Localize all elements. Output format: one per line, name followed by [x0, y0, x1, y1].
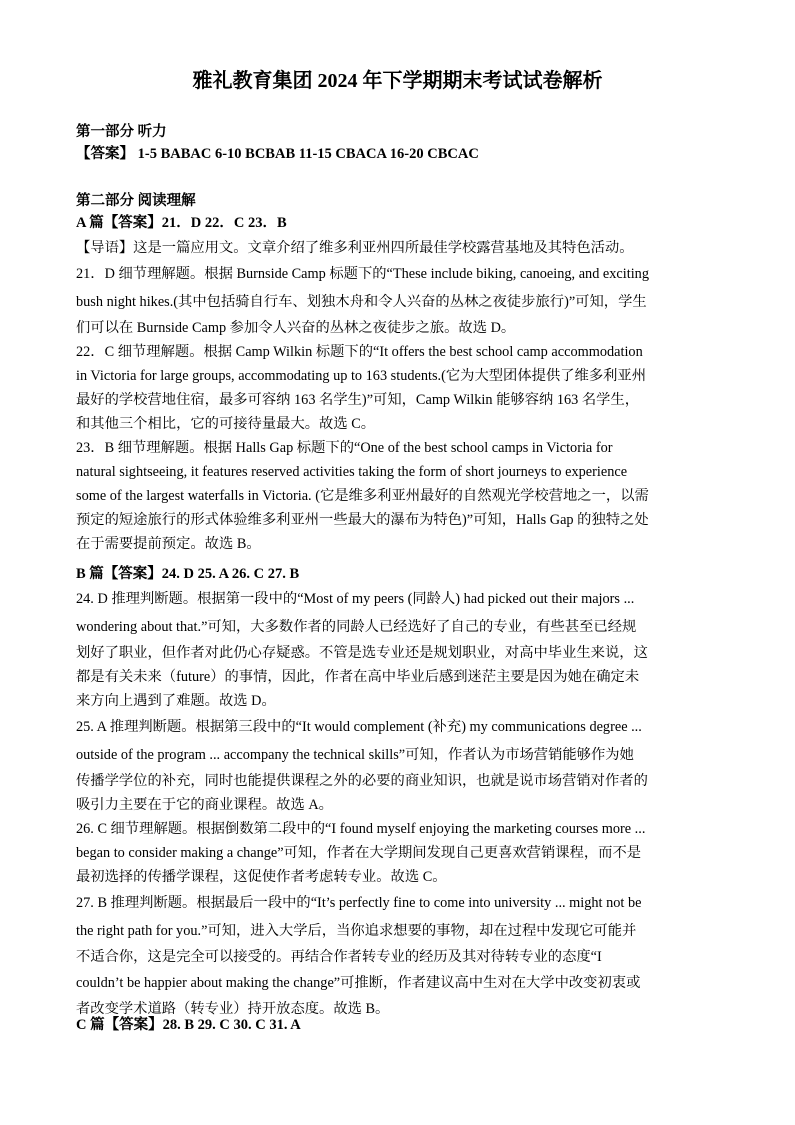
text-line: wondering about that.”可知，大多数作者的同龄人已经选好了自己的专业，有些甚至已经规 — [76, 619, 637, 635]
text-line: 者改变学术道路（转专业）持开放态度。故选 B。 — [76, 1001, 390, 1017]
section-b — [76, 563, 726, 585]
text-line: 们可以在 Burnside Camp 参加令人兴奋的丛林之夜徒步之旅。故选 D。 — [76, 320, 516, 336]
text-line: 预定的短途旅行的形式体验维多利亚州一些最大的瀑布为特色)”可知，Halls Gap 的独特之处 — [76, 512, 649, 528]
text-line: 25. A 推理判断题。根据第三段中的“It would complement (补充) my communications degree ... — [76, 719, 642, 735]
text-line: 传播学学位的补充，同时也能提供课程之外的必要的商业知识，也就是说市场营销对作者的 — [76, 773, 648, 789]
text-line: 来方向上遇到了难题。故选 D。 — [76, 693, 276, 709]
text-line: 和其他三个相比，它的可接待量最大。故选 C。 — [76, 416, 376, 432]
text-line: 划好了职业，但作者对此仍心存疑惑。不管是选专业还是规划职业，对高中毕业生来说，这 — [76, 645, 648, 661]
section-a-answer: A 篇【答案】21．D 22．C 23．B — [76, 215, 287, 231]
part1-heading: 第一部分 听力 — [76, 124, 167, 140]
text-line: 在于需要提前预定。故选 B。 — [76, 536, 261, 552]
text-line: 最好的学校营地住宿，最多可容纳 163 名学生)”可知，Camp Wilkin 能够容纳 163 名学生， — [76, 392, 640, 408]
part2-heading: 第二部分 阅读理解 — [76, 193, 196, 209]
text-line: 【导语】这是一篇应用文。文章介绍了维多利亚州四所最佳学校露营基地及其特色活动。 — [76, 240, 634, 256]
text-line: 不适合你，这是完全可以接受的。再结合作者转专业的经历及其对待转专业的态度“I — [76, 949, 602, 965]
text-line: 27. B 推理判断题。根据最后一段中的“It’s perfectly fine to come into university ... might not be — [76, 895, 642, 911]
section-a-explanation — [76, 236, 726, 556]
text-line: natural sightseeing, it features reserved activities taking the form of short journeys to experience — [76, 464, 628, 480]
page-title: 雅礼教育集团 2024 年下学期期末考试试卷解析 — [192, 70, 603, 92]
text-line: bush night hikes.(其中包括骑自行车、划独木舟和令人兴奋的丛林之夜徒步旅行)”可知，学生 — [76, 294, 647, 310]
text-line: 23．B 细节理解题。根据 Halls Gap 标题下的“One of the best school camps in Victoria for — [76, 440, 613, 456]
text-line: couldn’t be happier about making the change”可推断，作者建议高中生对在大学中改变初衷或 — [76, 975, 641, 991]
text-line: some of the largest waterfalls in Victoria. (它是维多利亚州最好的自然观光学校营地之一，以需 — [76, 488, 649, 504]
text-line: began to consider making a change”可知，作者在大学期间发现自己更喜欢营销课程，而不是 — [76, 845, 642, 861]
section-b-answer: B 篇【答案】24. D 25. A 26. C 27. B — [76, 566, 300, 582]
text-line: 22．C 细节理解题。根据 Camp Wilkin 标题下的“It offers the best school camp accommodation — [76, 344, 643, 360]
section-c-answer: C 篇【答案】28. B 29. C 30. C 31. A — [76, 1017, 301, 1033]
text-line: 吸引力主要在于它的商业课程。故选 A。 — [76, 797, 333, 813]
part1-answer: 【答案】 1-5 BABAC 6-10 BCBAB 11-15 CBACA 16-20 CBCAC — [76, 146, 479, 162]
text-line: 21．D 细节理解题。根据 Burnside Camp 标题下的“These include biking, canoeing, and exciting — [76, 266, 649, 282]
text-line: 最初选择的传播学课程，这促使作者考虑转专业。故选 C。 — [76, 869, 447, 885]
part1-section — [76, 121, 726, 165]
text-line: 24. D 推理判断题。根据第一段中的“Most of my peers (同龄人) had picked out their majors ... — [76, 591, 635, 607]
part2-section — [76, 190, 726, 234]
section-c — [76, 1014, 726, 1036]
text-line: the right path for you.”可知，进入大学后，当你追求想要的事物，却在过程中发现它可能并 — [76, 923, 637, 939]
text-line: 26. C 细节理解题。根据倒数第二段中的“I found myself enjoying the marketing courses more ... — [76, 821, 646, 837]
text-line: in Victoria for large groups, accommodating up to 163 students.(它为大型团体提供了维多利亚州 — [76, 368, 647, 384]
text-line: 都是有关未来（future）的事情，因此，作者在高中毕业后感到迷茫主要是因为她在确定未 — [76, 669, 640, 685]
text-line: outside of the program ... accompany the technical skills”可知，作者认为市场营销能够作为她 — [76, 747, 634, 763]
section-b-explanation — [76, 585, 726, 1021]
